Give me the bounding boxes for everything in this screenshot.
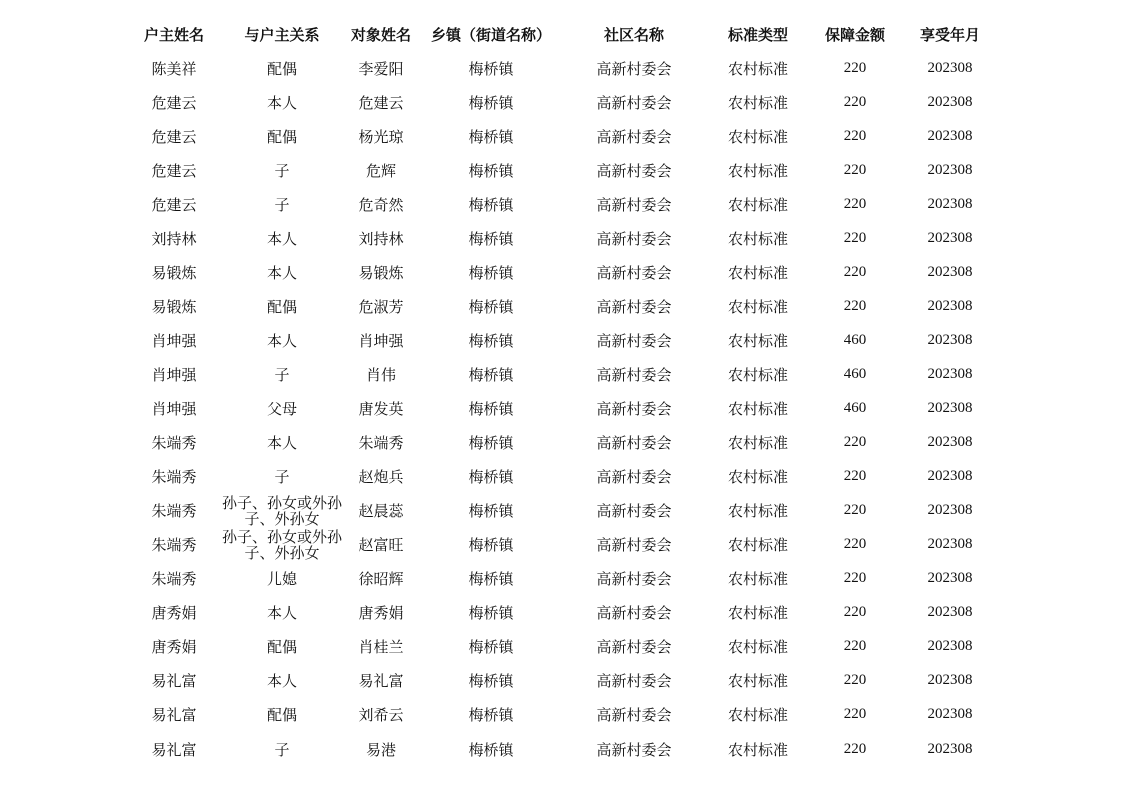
month-cell: 202308 <box>927 672 973 689</box>
table-row <box>0 392 1122 426</box>
household-head-cell: 唐秀娟 <box>151 604 197 623</box>
community-cell: 高新村委会 <box>596 195 672 214</box>
town-cell: 梅桥镇 <box>468 706 514 725</box>
month-cell: 202308 <box>927 400 973 416</box>
amount-cell: 220 <box>843 740 867 757</box>
recipient-name-cell: 李爱阳 <box>358 59 404 78</box>
month-cell: 202308 <box>927 740 973 757</box>
recipient-name-cell: 肖坤强 <box>358 331 404 350</box>
relationship-cell: 配偶 <box>266 638 297 657</box>
standard-type-cell: 农村标准 <box>727 638 788 657</box>
community-cell: 高新村委会 <box>596 740 672 759</box>
household-head-cell: 刘持林 <box>151 229 197 248</box>
standard-type-cell: 农村标准 <box>727 59 788 78</box>
relationship-cell: 子 <box>274 365 290 384</box>
standard-type-cell: 农村标准 <box>727 706 788 725</box>
standard-type-cell: 农村标准 <box>727 331 788 350</box>
recipient-name-cell: 唐秀娟 <box>358 604 404 623</box>
recipient-name-cell: 徐昭辉 <box>358 570 404 589</box>
household-head-cell: 危建云 <box>151 195 197 214</box>
header-relationship: 与户主关系 <box>244 25 320 44</box>
table-row <box>0 630 1122 664</box>
relationship-cell: 儿媳 <box>266 570 297 589</box>
relationship-cell: 子 <box>274 740 290 759</box>
town-cell: 梅桥镇 <box>468 161 514 180</box>
month-cell: 202308 <box>927 570 973 587</box>
household-head-cell: 易锻炼 <box>151 263 197 282</box>
relationship-cell: 配偶 <box>266 706 297 725</box>
amount-cell: 220 <box>843 195 867 212</box>
recipient-name-cell: 危建云 <box>358 93 404 112</box>
town-cell: 梅桥镇 <box>468 638 514 657</box>
table-row <box>0 187 1122 221</box>
community-cell: 高新村委会 <box>596 536 672 555</box>
standard-type-cell: 农村标准 <box>727 604 788 623</box>
community-cell: 高新村委会 <box>596 229 672 248</box>
town-cell: 梅桥镇 <box>468 570 514 589</box>
amount-cell: 220 <box>843 297 867 314</box>
standard-type-cell: 农村标准 <box>727 570 788 589</box>
amount-cell: 220 <box>843 263 867 280</box>
community-cell: 高新村委会 <box>596 365 672 384</box>
table-row <box>0 255 1122 289</box>
community-cell: 高新村委会 <box>596 604 672 623</box>
header-town: 乡镇（街道名称） <box>430 25 551 44</box>
household-head-cell: 朱端秀 <box>151 468 197 487</box>
community-cell: 高新村委会 <box>596 434 672 453</box>
household-head-cell: 易锻炼 <box>151 297 197 316</box>
household-head-cell: 危建云 <box>151 93 197 112</box>
standard-type-cell: 农村标准 <box>727 468 788 487</box>
community-cell: 高新村委会 <box>596 127 672 146</box>
recipient-name-cell: 危辉 <box>365 161 396 180</box>
household-head-cell: 朱端秀 <box>151 502 197 521</box>
relationship-cell: 孙子、孙女或外孙子、外孙女 <box>222 527 342 562</box>
amount-cell: 220 <box>843 161 867 178</box>
household-head-cell: 朱端秀 <box>151 536 197 555</box>
month-cell: 202308 <box>927 161 973 178</box>
standard-type-cell: 农村标准 <box>727 161 788 180</box>
household-head-cell: 易礼富 <box>151 706 197 725</box>
amount-cell: 220 <box>843 93 867 110</box>
month-cell: 202308 <box>927 229 973 246</box>
relationship-cell: 本人 <box>266 672 297 691</box>
amount-cell: 220 <box>843 604 867 621</box>
header-amount: 保障金额 <box>824 25 885 44</box>
household-head-cell: 易礼富 <box>151 740 197 759</box>
amount-cell: 460 <box>843 331 867 348</box>
community-cell: 高新村委会 <box>596 706 672 725</box>
recipient-name-cell: 肖伟 <box>365 365 396 384</box>
month-cell: 202308 <box>927 434 973 451</box>
table-row <box>0 153 1122 187</box>
relationship-cell: 孙子、孙女或外孙子、外孙女 <box>222 493 342 528</box>
recipient-name-cell: 唐发英 <box>358 400 404 418</box>
standard-type-cell: 农村标准 <box>727 740 788 759</box>
amount-cell: 220 <box>843 570 867 587</box>
recipient-name-cell: 杨光琼 <box>358 127 404 146</box>
standard-type-cell: 农村标准 <box>727 127 788 146</box>
household-head-cell: 陈美祥 <box>151 59 197 78</box>
month-cell: 202308 <box>927 93 973 110</box>
town-cell: 梅桥镇 <box>468 604 514 623</box>
relationship-cell: 本人 <box>266 331 297 350</box>
table-row <box>0 664 1122 698</box>
standard-type-cell: 农村标准 <box>727 672 788 691</box>
household-head-cell: 危建云 <box>151 127 197 146</box>
recipient-name-cell: 易港 <box>365 740 396 759</box>
town-cell: 梅桥镇 <box>468 468 514 487</box>
town-cell: 梅桥镇 <box>468 400 514 418</box>
town-cell: 梅桥镇 <box>468 536 514 555</box>
table-row <box>0 732 1122 766</box>
standard-type-cell: 农村标准 <box>727 400 788 418</box>
town-cell: 梅桥镇 <box>468 229 514 248</box>
relationship-cell: 本人 <box>266 93 297 112</box>
table-row <box>0 562 1122 596</box>
relationship-cell: 本人 <box>266 434 297 453</box>
month-cell: 202308 <box>927 195 973 212</box>
amount-cell: 220 <box>843 229 867 246</box>
community-cell: 高新村委会 <box>596 570 672 589</box>
amount-cell: 220 <box>843 502 867 519</box>
amount-cell: 220 <box>843 536 867 553</box>
recipient-name-cell: 危奇然 <box>358 195 404 214</box>
standard-type-cell: 农村标准 <box>727 93 788 112</box>
table-row <box>0 323 1122 357</box>
month-cell: 202308 <box>927 638 973 655</box>
standard-type-cell: 农村标准 <box>727 434 788 453</box>
relationship-cell: 配偶 <box>266 59 297 78</box>
community-cell: 高新村委会 <box>596 468 672 487</box>
town-cell: 梅桥镇 <box>468 195 514 214</box>
relationship-cell: 子 <box>274 161 290 180</box>
table-row <box>0 357 1122 391</box>
relationship-cell: 本人 <box>266 604 297 623</box>
relationship-cell: 子 <box>274 468 290 487</box>
month-cell: 202308 <box>927 468 973 485</box>
amount-cell: 220 <box>843 468 867 485</box>
standard-type-cell: 农村标准 <box>727 502 788 521</box>
standard-type-cell: 农村标准 <box>727 229 788 248</box>
month-cell: 202308 <box>927 59 973 76</box>
table-row <box>0 221 1122 255</box>
town-cell: 梅桥镇 <box>468 127 514 146</box>
table-row <box>0 119 1122 153</box>
recipient-name-cell: 危淑芳 <box>358 297 404 316</box>
community-cell: 高新村委会 <box>596 161 672 180</box>
amount-cell: 220 <box>843 672 867 689</box>
month-cell: 202308 <box>927 331 973 348</box>
amount-cell: 220 <box>843 706 867 723</box>
standard-type-cell: 农村标准 <box>727 263 788 282</box>
table-row <box>0 528 1122 562</box>
recipient-name-cell: 赵晨蕊 <box>358 502 404 521</box>
relationship-cell: 配偶 <box>266 297 297 316</box>
month-cell: 202308 <box>927 127 973 144</box>
month-cell: 202308 <box>927 263 973 280</box>
amount-cell: 220 <box>843 127 867 144</box>
amount-cell: 220 <box>843 638 867 655</box>
table-row <box>0 460 1122 494</box>
town-cell: 梅桥镇 <box>468 502 514 521</box>
town-cell: 梅桥镇 <box>468 297 514 316</box>
table-row <box>0 596 1122 630</box>
relationship-cell: 子 <box>274 195 290 214</box>
town-cell: 梅桥镇 <box>468 740 514 759</box>
recipient-name-cell: 易锻炼 <box>358 263 404 282</box>
community-cell: 高新村委会 <box>596 502 672 521</box>
recipient-name-cell: 肖桂兰 <box>358 638 404 657</box>
month-cell: 202308 <box>927 706 973 723</box>
relationship-cell: 本人 <box>266 229 297 248</box>
table-row <box>0 698 1122 732</box>
household-head-cell: 危建云 <box>151 161 197 180</box>
community-cell: 高新村委会 <box>596 93 672 112</box>
household-head-cell: 朱端秀 <box>151 570 197 589</box>
household-head-cell: 易礼富 <box>151 672 197 691</box>
standard-type-cell: 农村标准 <box>727 536 788 555</box>
relationship-cell: 配偶 <box>266 127 297 146</box>
town-cell: 梅桥镇 <box>468 331 514 350</box>
community-cell: 高新村委会 <box>596 59 672 78</box>
town-cell: 梅桥镇 <box>468 263 514 282</box>
town-cell: 梅桥镇 <box>468 672 514 691</box>
amount-cell: 220 <box>843 434 867 451</box>
recipient-name-cell: 赵富旺 <box>358 536 404 555</box>
header-household-head-name: 户主姓名 <box>143 25 204 44</box>
household-head-cell: 朱端秀 <box>151 434 197 453</box>
amount-cell: 460 <box>843 400 867 416</box>
recipient-name-cell: 易礼富 <box>358 672 404 691</box>
header-recipient-name: 对象姓名 <box>350 25 411 44</box>
town-cell: 梅桥镇 <box>468 93 514 112</box>
recipient-name-cell: 刘持林 <box>358 229 404 248</box>
table-row <box>0 85 1122 119</box>
month-cell: 202308 <box>927 536 973 553</box>
header-community: 社区名称 <box>603 25 664 44</box>
recipient-name-cell: 刘希云 <box>358 706 404 725</box>
town-cell: 梅桥镇 <box>468 59 514 78</box>
community-cell: 高新村委会 <box>596 263 672 282</box>
standard-type-cell: 农村标准 <box>727 297 788 316</box>
table-row <box>0 494 1122 528</box>
household-head-cell: 肖坤强 <box>151 331 197 350</box>
town-cell: 梅桥镇 <box>468 365 514 384</box>
household-head-cell: 唐秀娟 <box>151 638 197 657</box>
month-cell: 202308 <box>927 604 973 621</box>
community-cell: 高新村委会 <box>596 672 672 691</box>
header-month: 享受年月 <box>919 25 980 44</box>
table-row <box>0 289 1122 323</box>
month-cell: 202308 <box>927 502 973 519</box>
month-cell: 202308 <box>927 297 973 314</box>
household-head-cell: 肖坤强 <box>151 400 197 418</box>
community-cell: 高新村委会 <box>596 297 672 316</box>
community-cell: 高新村委会 <box>596 331 672 350</box>
recipient-name-cell: 赵炮兵 <box>358 468 404 487</box>
community-cell: 高新村委会 <box>596 400 672 418</box>
community-cell: 高新村委会 <box>596 638 672 657</box>
standard-type-cell: 农村标准 <box>727 195 788 214</box>
header-standard-type: 标准类型 <box>727 25 788 44</box>
town-cell: 梅桥镇 <box>468 434 514 453</box>
table-row <box>0 51 1122 85</box>
relationship-cell: 父母 <box>266 400 297 418</box>
amount-cell: 220 <box>843 59 867 76</box>
recipient-name-cell: 朱端秀 <box>358 434 404 453</box>
amount-cell: 460 <box>843 365 867 382</box>
table-row <box>0 426 1122 460</box>
relationship-cell: 本人 <box>266 263 297 282</box>
table-header-row <box>0 17 1122 51</box>
household-head-cell: 肖坤强 <box>151 365 197 384</box>
month-cell: 202308 <box>927 365 973 382</box>
standard-type-cell: 农村标准 <box>727 365 788 384</box>
